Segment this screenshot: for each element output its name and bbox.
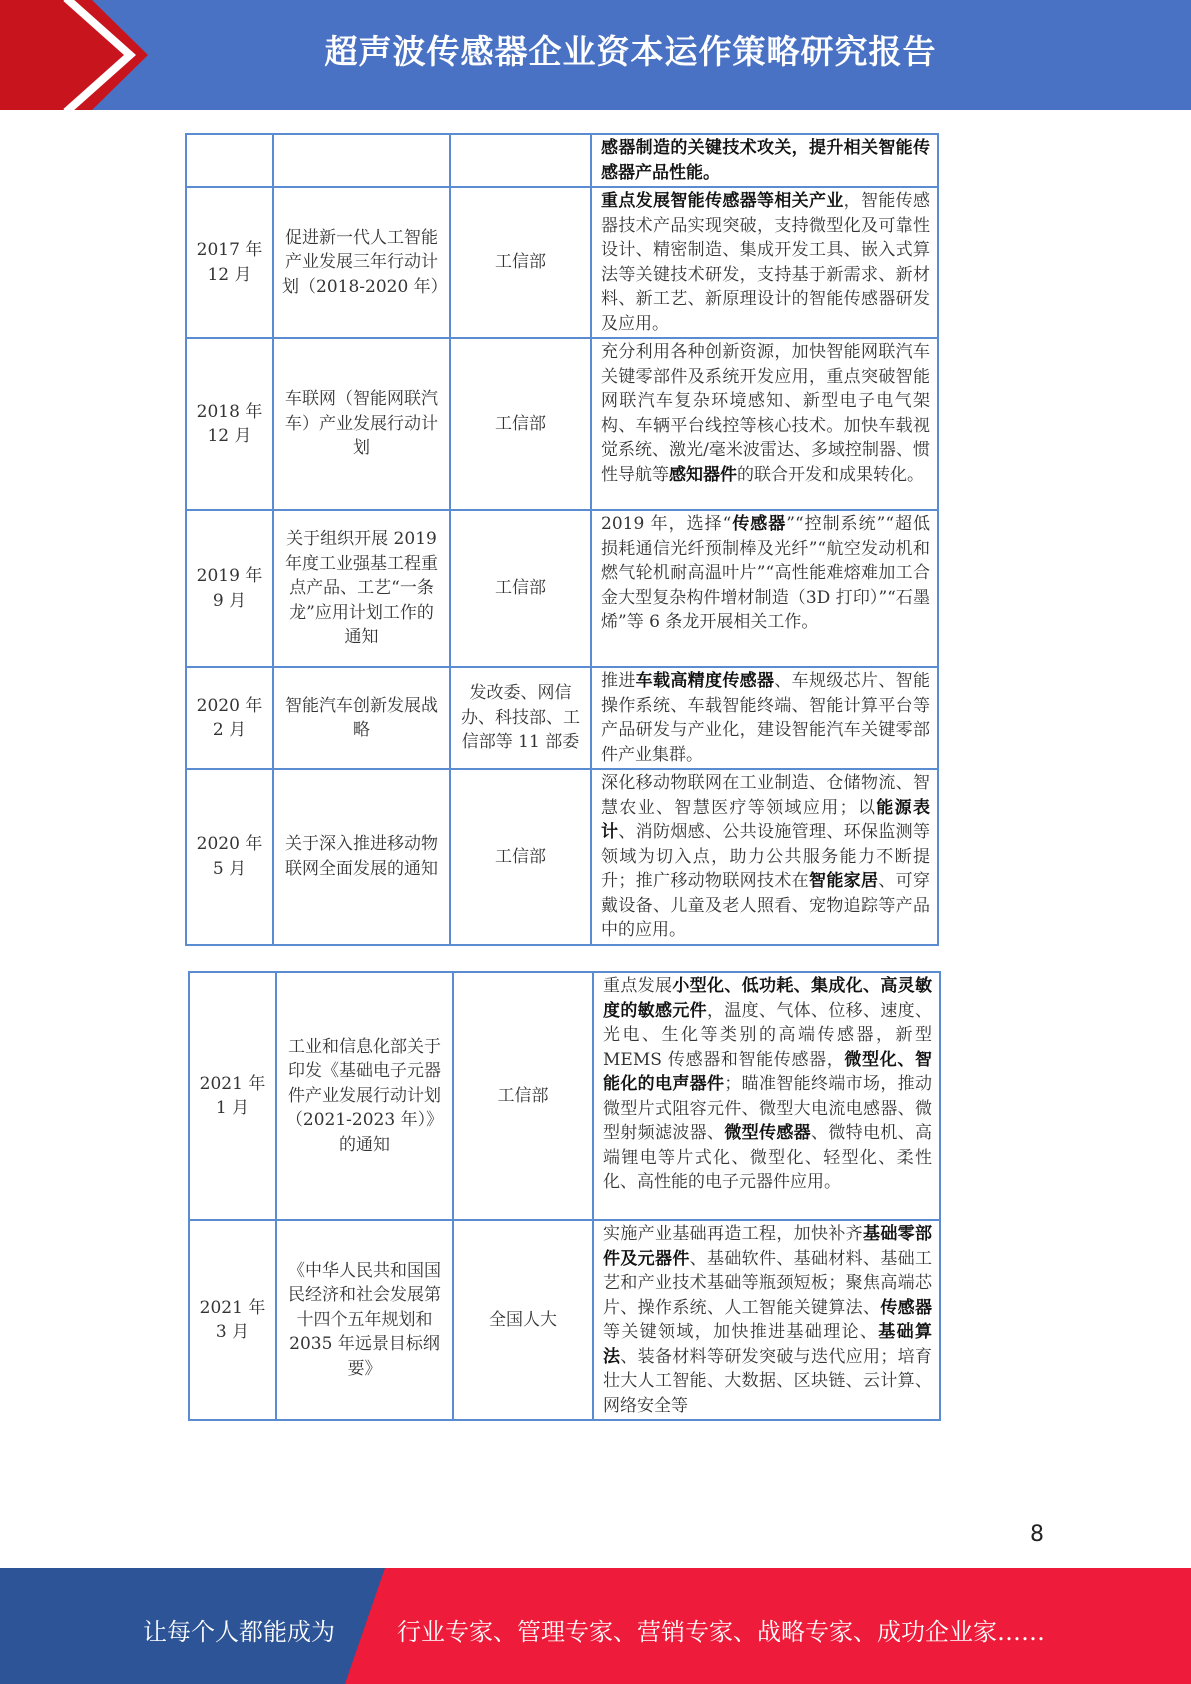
date-cell xyxy=(186,134,273,187)
policy-name-cell: 工业和信息化部关于印发《基础电子元器件产业发展行动计划（2021-2023 年）》的通知 xyxy=(276,972,453,1220)
policy-content-cell xyxy=(593,1220,940,1420)
date-cell: 2021 年 3 月 xyxy=(189,1220,276,1420)
department-cell: 工信部 xyxy=(450,187,591,338)
content-text: 、装备材料等研发突破与迭代应用；培育壮大人工智能、大数据、区块链、云计算、网络安全等 xyxy=(603,1346,933,1416)
highlighted-text: 小型化、低功耗、集成化、高灵敏度的敏感元件 xyxy=(603,976,933,1021)
policy-name-cell xyxy=(273,134,450,187)
highlighted-text: 微型化、智能化的电声器件 xyxy=(603,1049,932,1094)
table-row xyxy=(186,187,938,338)
table-row xyxy=(186,769,938,945)
date-cell: 2018 年 12 月 xyxy=(186,338,273,510)
policy-content-cell xyxy=(593,972,940,1220)
policy-content-cell xyxy=(591,769,938,945)
content-text: 重点发展 xyxy=(603,976,673,996)
highlighted-text: 重点发展智能传感器等相关产业 xyxy=(601,191,844,211)
report-title: 超声波传感器企业资本运作策略研究报告 xyxy=(324,32,937,71)
content-text: ”“控制系统”“超低损耗通信光纤预制棒及光纤”“航空发动机和燃气轮机耐高温叶片”“高性能难熔难加工合金大型复杂构件增材制造（3D 打印）”“石墨烯”等 6 条龙开展相关工作。 xyxy=(601,514,931,632)
policy-content-cell xyxy=(591,667,938,769)
highlighted-text: 传感器 xyxy=(731,514,787,534)
content-text: 深化移动物联网在工业制造、仓储物流、智慧农业、智慧医疗等领域应用；以 xyxy=(601,773,930,818)
highlighted-text: 微型传感器 xyxy=(724,1123,812,1143)
policy-table-1 xyxy=(185,133,939,946)
content-text: 实施产业基础再造工程，加快补齐 xyxy=(603,1224,863,1244)
policy-name-cell: 车联网（智能网联汽车）产业发展行动计划 xyxy=(273,338,450,510)
footer-slogan-left: 让每个人都能成为 xyxy=(143,1618,335,1646)
department-cell: 工信部 xyxy=(450,769,591,945)
content-text: 、基础软件、基础材料、基础工艺和产业技术基础等瓶颈短板；聚焦高端芯片、操作系统、人工智能关键算法、 xyxy=(603,1248,933,1318)
table-row xyxy=(186,510,938,667)
highlighted-text: 能源表计 xyxy=(601,797,931,842)
department-cell: 工信部 xyxy=(450,338,591,510)
content-text: 充分利用各种创新资源，加快智能网联汽车关键零部件及系统开发应用，重点突破智能网联汽车复杂环境感知、新型电子电气架构、车辆平台线控等核心技术。加快车载视觉系统、激光/毫米波雷达、多域控制器、惯性导航等 xyxy=(601,342,930,485)
date-cell: 2020 年 2 月 xyxy=(186,667,273,769)
policy-content-cell xyxy=(591,187,938,338)
content-text: 的联合开发和成果转化。 xyxy=(737,464,924,485)
department-cell: 发改委、网信办、科技部、工信部等 11 部委 xyxy=(450,667,591,769)
policy-name-cell: 关于组织开展 2019 年度工业强基工程重点产品、工艺“一条龙”应用计划工作的通知 xyxy=(273,510,450,667)
department-cell: 工信部 xyxy=(453,972,593,1220)
table-row xyxy=(189,1220,940,1420)
date-cell: 2021 年 1 月 xyxy=(189,972,276,1220)
highlighted-text: 车载高精度传感器 xyxy=(635,671,775,691)
date-cell: 2019 年 9 月 xyxy=(186,510,273,667)
policy-name-cell: 关于深入推进移动物联网全面发展的通知 xyxy=(273,769,450,945)
content-text: 、消防烟感、公共设施管理、环保监测等领域为切入点，助力公共服务能力不断提升；推广移动物联网技术在 xyxy=(601,822,931,891)
content-text: 2019 年，选择“ xyxy=(601,514,732,534)
page-footer xyxy=(0,1568,1191,1684)
content-text: 等关键领域，加快推进基础理论、 xyxy=(603,1322,879,1342)
highlighted-text: 感知器件 xyxy=(669,464,737,485)
policy-name-cell: 促进新一代人工智能产业发展三年行动计划（2018-2020 年） xyxy=(273,187,450,338)
department-cell: 全国人大 xyxy=(453,1220,593,1420)
policy-content-cell xyxy=(591,134,938,187)
date-cell: 2020 年 5 月 xyxy=(186,769,273,945)
footer-slogan-right: 行业专家、管理专家、营销专家、战略专家、成功企业家…… xyxy=(397,1618,1045,1646)
content-text: 、车规级芯片、智能操作系统、车载智能终端、智能计算平台等产品研发与产业化，建设智能汽车关键零部件产业集群。 xyxy=(601,671,931,765)
policy-table-2 xyxy=(188,971,941,1421)
content-text: 推进 xyxy=(601,671,636,691)
date-cell: 2017 年 12 月 xyxy=(186,187,273,338)
department-cell xyxy=(450,134,591,187)
content-text: 、微特电机、高端锂电等片式化、微型化、轻型化、柔性化、高性能的电子元器件应用。 xyxy=(603,1123,933,1192)
content-text: ，温度、气体、位移、速度、光电、生化等类别的高端传感器，新型 MEMS 传感器和智能传感器， xyxy=(603,1000,932,1070)
page-number: 8 xyxy=(1030,1522,1044,1547)
table-row xyxy=(186,338,938,510)
content-text: 、可穿戴设备、儿童及老人照看、宠物追踪等产品中的应用。 xyxy=(601,871,931,940)
policy-name-cell: 《中华人民共和国国民经济和社会发展第十四个五年规划和 2035 年远景目标纲要》 xyxy=(276,1220,453,1420)
policy-name-cell: 智能汽车创新发展战略 xyxy=(273,667,450,769)
highlighted-text: 基础零部件及元器件 xyxy=(603,1224,932,1269)
table-row xyxy=(186,667,938,769)
table-row xyxy=(186,134,938,187)
highlighted-text: 基础算法 xyxy=(603,1322,933,1367)
highlighted-text: 智能家居 xyxy=(809,871,879,891)
table-row xyxy=(189,972,940,1220)
content-text: ，智能传感器技术产品实现突破，支持微型化及可靠性设计、精密制造、集成开发工具、嵌入式算法等关键技术研发，支持基于新需求、新材料、新工艺、新原理设计的智能传感器研发及应用。 xyxy=(601,191,931,334)
department-cell: 工信部 xyxy=(450,510,591,667)
highlighted-text: 感器制造的关键技术攻关，提升相关智能传感器产品性能。 xyxy=(601,138,930,183)
content-text: ；瞄准智能终端市场，推动微型片式阻容元件、微型大电流电感器、微型射频滤波器、 xyxy=(603,1074,933,1143)
policy-content-cell xyxy=(591,338,938,510)
policy-content-cell xyxy=(591,510,938,667)
highlighted-text: 传感器 xyxy=(880,1297,933,1318)
page-header xyxy=(0,0,1191,110)
